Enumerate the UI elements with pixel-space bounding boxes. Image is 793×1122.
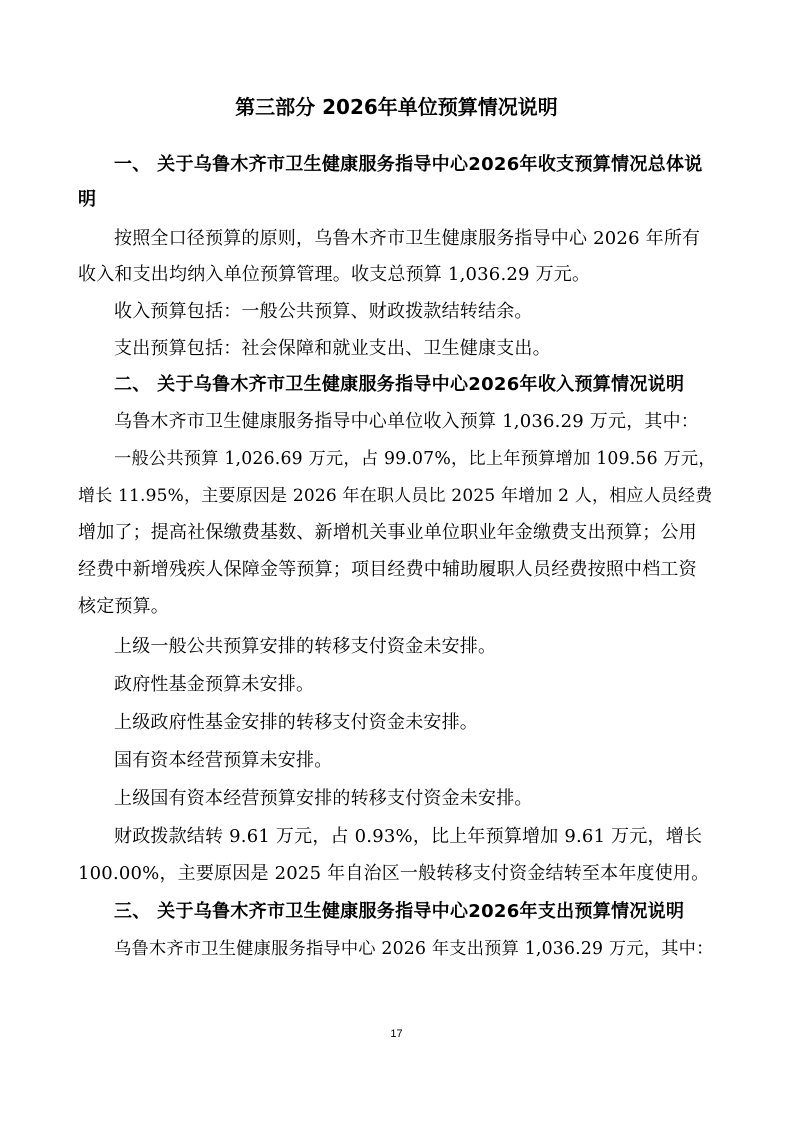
section3-heading: 三、 关于乌鲁木齐市卫生健康服务指导中心2026年支出预算情况说明 [114, 901, 685, 922]
page-number: 17 [390, 1028, 403, 1040]
section2-paragraph8-line2: 100.00%，主要原因是 2025 年自治区一般转移支付资金结转至本年度使用。 [78, 863, 710, 884]
section2-paragraph2-line1: 一般公共预算 1,026.69 万元，占 99.07%，比上年预算增加 109.56 万元， [114, 449, 716, 469]
section2-paragraph2-line4: 经费中新增残疾人保障金等预算；项目经费中辅助履职人员经费按照中档工资 [78, 559, 697, 580]
section2-paragraph2-line3: 增加了；提高社保缴费基数、新增机关事业单位职业年金缴费支出预算；公用 [78, 522, 697, 543]
page-title: 第三部分 2026年单位预算情况说明 [235, 95, 558, 119]
section2-paragraph1: 乌鲁木齐市卫生健康服务指导中心单位收入预算 1,036.29 万元，其中： [114, 411, 699, 432]
section1-heading-continued: 明 [78, 189, 97, 210]
section2-paragraph6: 国有资本经营预算未安排。 [114, 750, 333, 771]
section1-paragraph1-line1: 按照全口径预算的原则，乌鲁木齐市卫生健康服务指导中心 2026 年所有 [114, 228, 701, 249]
section2-heading: 二、 关于乌鲁木齐市卫生健康服务指导中心2026年收入预算情况说明 [114, 374, 685, 395]
section1-paragraph1-line2: 收入和支出均纳入单位预算管理。收支总预算 1,036.29 万元。 [78, 264, 591, 285]
section2-paragraph2-line5: 核定预算。 [78, 596, 169, 617]
section1-paragraph3: 支出预算包括：社会保障和就业支出、卫生健康支出。 [114, 338, 551, 359]
section2-paragraph2-line2: 增长 11.95%，主要原因是 2026 年在职人员比 2025 年增加 2 人，相应人员经费 [78, 486, 713, 506]
section2-paragraph4: 政府性基金预算未安排。 [114, 674, 315, 695]
section2-paragraph7: 上级国有资本经营预算安排的转移支付资金未安排。 [114, 788, 533, 809]
section3-paragraph1: 乌鲁木齐市卫生健康服务指导中心 2026 年支出预算 1,036.29 万元，其中： [114, 939, 714, 959]
section2-paragraph5: 上级政府性基金安排的转移支付资金未安排。 [114, 712, 478, 733]
section2-paragraph8-line1: 财政拨款结转 9.61 万元，占 0.93%，比上年预算增加 9.61 万元，增长 [114, 826, 703, 847]
section2-paragraph3: 上级一般公共预算安排的转移支付资金未安排。 [114, 636, 497, 657]
section1-heading: 一、 关于乌鲁木齐市卫生健康服务指导中心2026年收支预算情况总体说 [114, 154, 703, 175]
section1-paragraph2: 收入预算包括：一般公共预算、财政拨款结转结余。 [114, 301, 533, 322]
